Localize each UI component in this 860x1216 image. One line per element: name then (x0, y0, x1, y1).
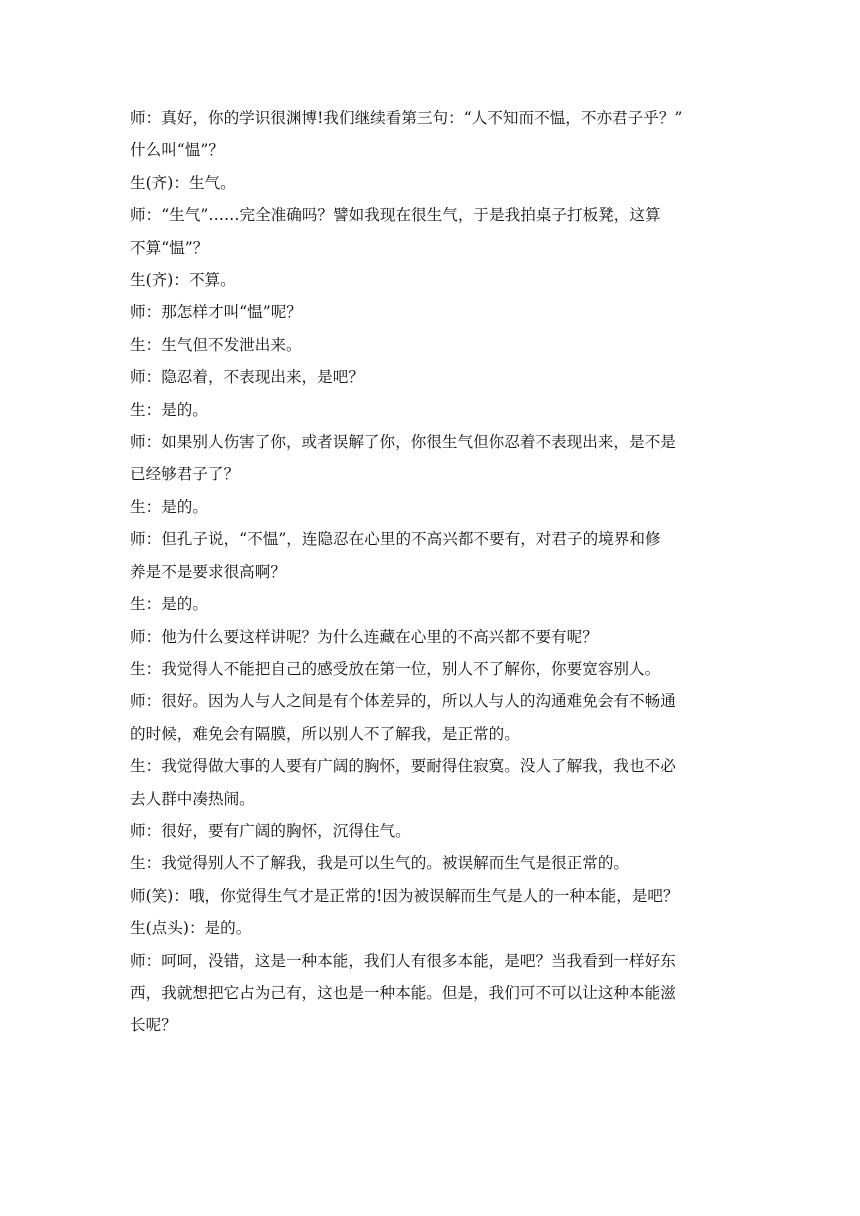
text-line: 长呢？ (130, 1016, 177, 1035)
text-line: 生：我觉得做大事的人要有广阔的胸怀，要耐得住寂寞。没人了解我，我也不必 (130, 757, 676, 776)
text-line: 师：他为什么要这样讲呢？为什么连藏在心里的不高兴都不要有呢？ (130, 627, 598, 646)
text-line: 养是不是要求很高啊？ (130, 562, 286, 581)
text-line: 师：但孔子说，“不愠”，连隐忍在心里的不高兴都不要有，对君子的境界和修 (130, 530, 661, 549)
text-line: 师：那怎样才叫“愠”呢？ (130, 303, 302, 322)
text-line: 生：是的。 (130, 497, 208, 516)
text-line: 师：真好，你的学识很渊博!我们继续看第三句：“人不知而不愠，不亦君子乎？” (130, 109, 683, 127)
text-line: 西，我就想把它占为己有，这也是一种本能。但是，我们可不可以让这种本能滋 (130, 983, 676, 1002)
text-line: 师：呵呵，没错，这是一种本能，我们人有很多本能，是吧？当我看到一样好东 (130, 951, 676, 970)
text-line: 生(点头)：是的。 (130, 919, 252, 938)
text-line: 生：生气但不发泄出来。 (130, 335, 302, 354)
text-line: 师：很好。因为人与人之间是有个体差异的，所以人与人的沟通难免会有不畅通 (130, 692, 676, 711)
text-line: 什么叫“愠”？ (130, 141, 224, 160)
text-line: 师：如果别人伤害了你，或者误解了你，你很生气但你忍着不表现出来，是不是 (130, 433, 676, 452)
text-line: 生：是的。 (130, 595, 208, 614)
text-line: 生(齐)：生气。 (130, 173, 236, 192)
text-line: 生(齐)：不算。 (130, 271, 236, 290)
text-line: 的时候，难免会有隔膜，所以别人不了解我，是正常的。 (130, 724, 520, 743)
text-line: 生：我觉得人不能把自己的感受放在第一位，别人不了解你，你要宽容别人。 (130, 659, 661, 678)
text-line: 师：隐忍着，不表现出来，是吧？ (130, 368, 364, 387)
text-line: 师：“生气”……完全准确吗？譬如我现在很生气，于是我拍桌子打板凳，这算 (130, 206, 661, 225)
text-line: 去人群中凑热闹。 (130, 789, 255, 808)
text-line: 师(笑)：哦，你觉得生气才是正常的!因为被误解而生气是人的一种本能，是吧？ (130, 886, 679, 905)
text-line: 师：很好，要有广阔的胸怀，沉得住气。 (130, 821, 411, 840)
dialogue-text (130, 102, 733, 1042)
text-line: 生：是的。 (130, 400, 208, 419)
text-line: 已经够君子了？ (130, 465, 240, 484)
text-line: 生：我觉得别人不了解我，我是可以生气的。被误解而生气是很正常的。 (130, 854, 630, 873)
text-line: 不算“愠”？ (130, 238, 209, 257)
